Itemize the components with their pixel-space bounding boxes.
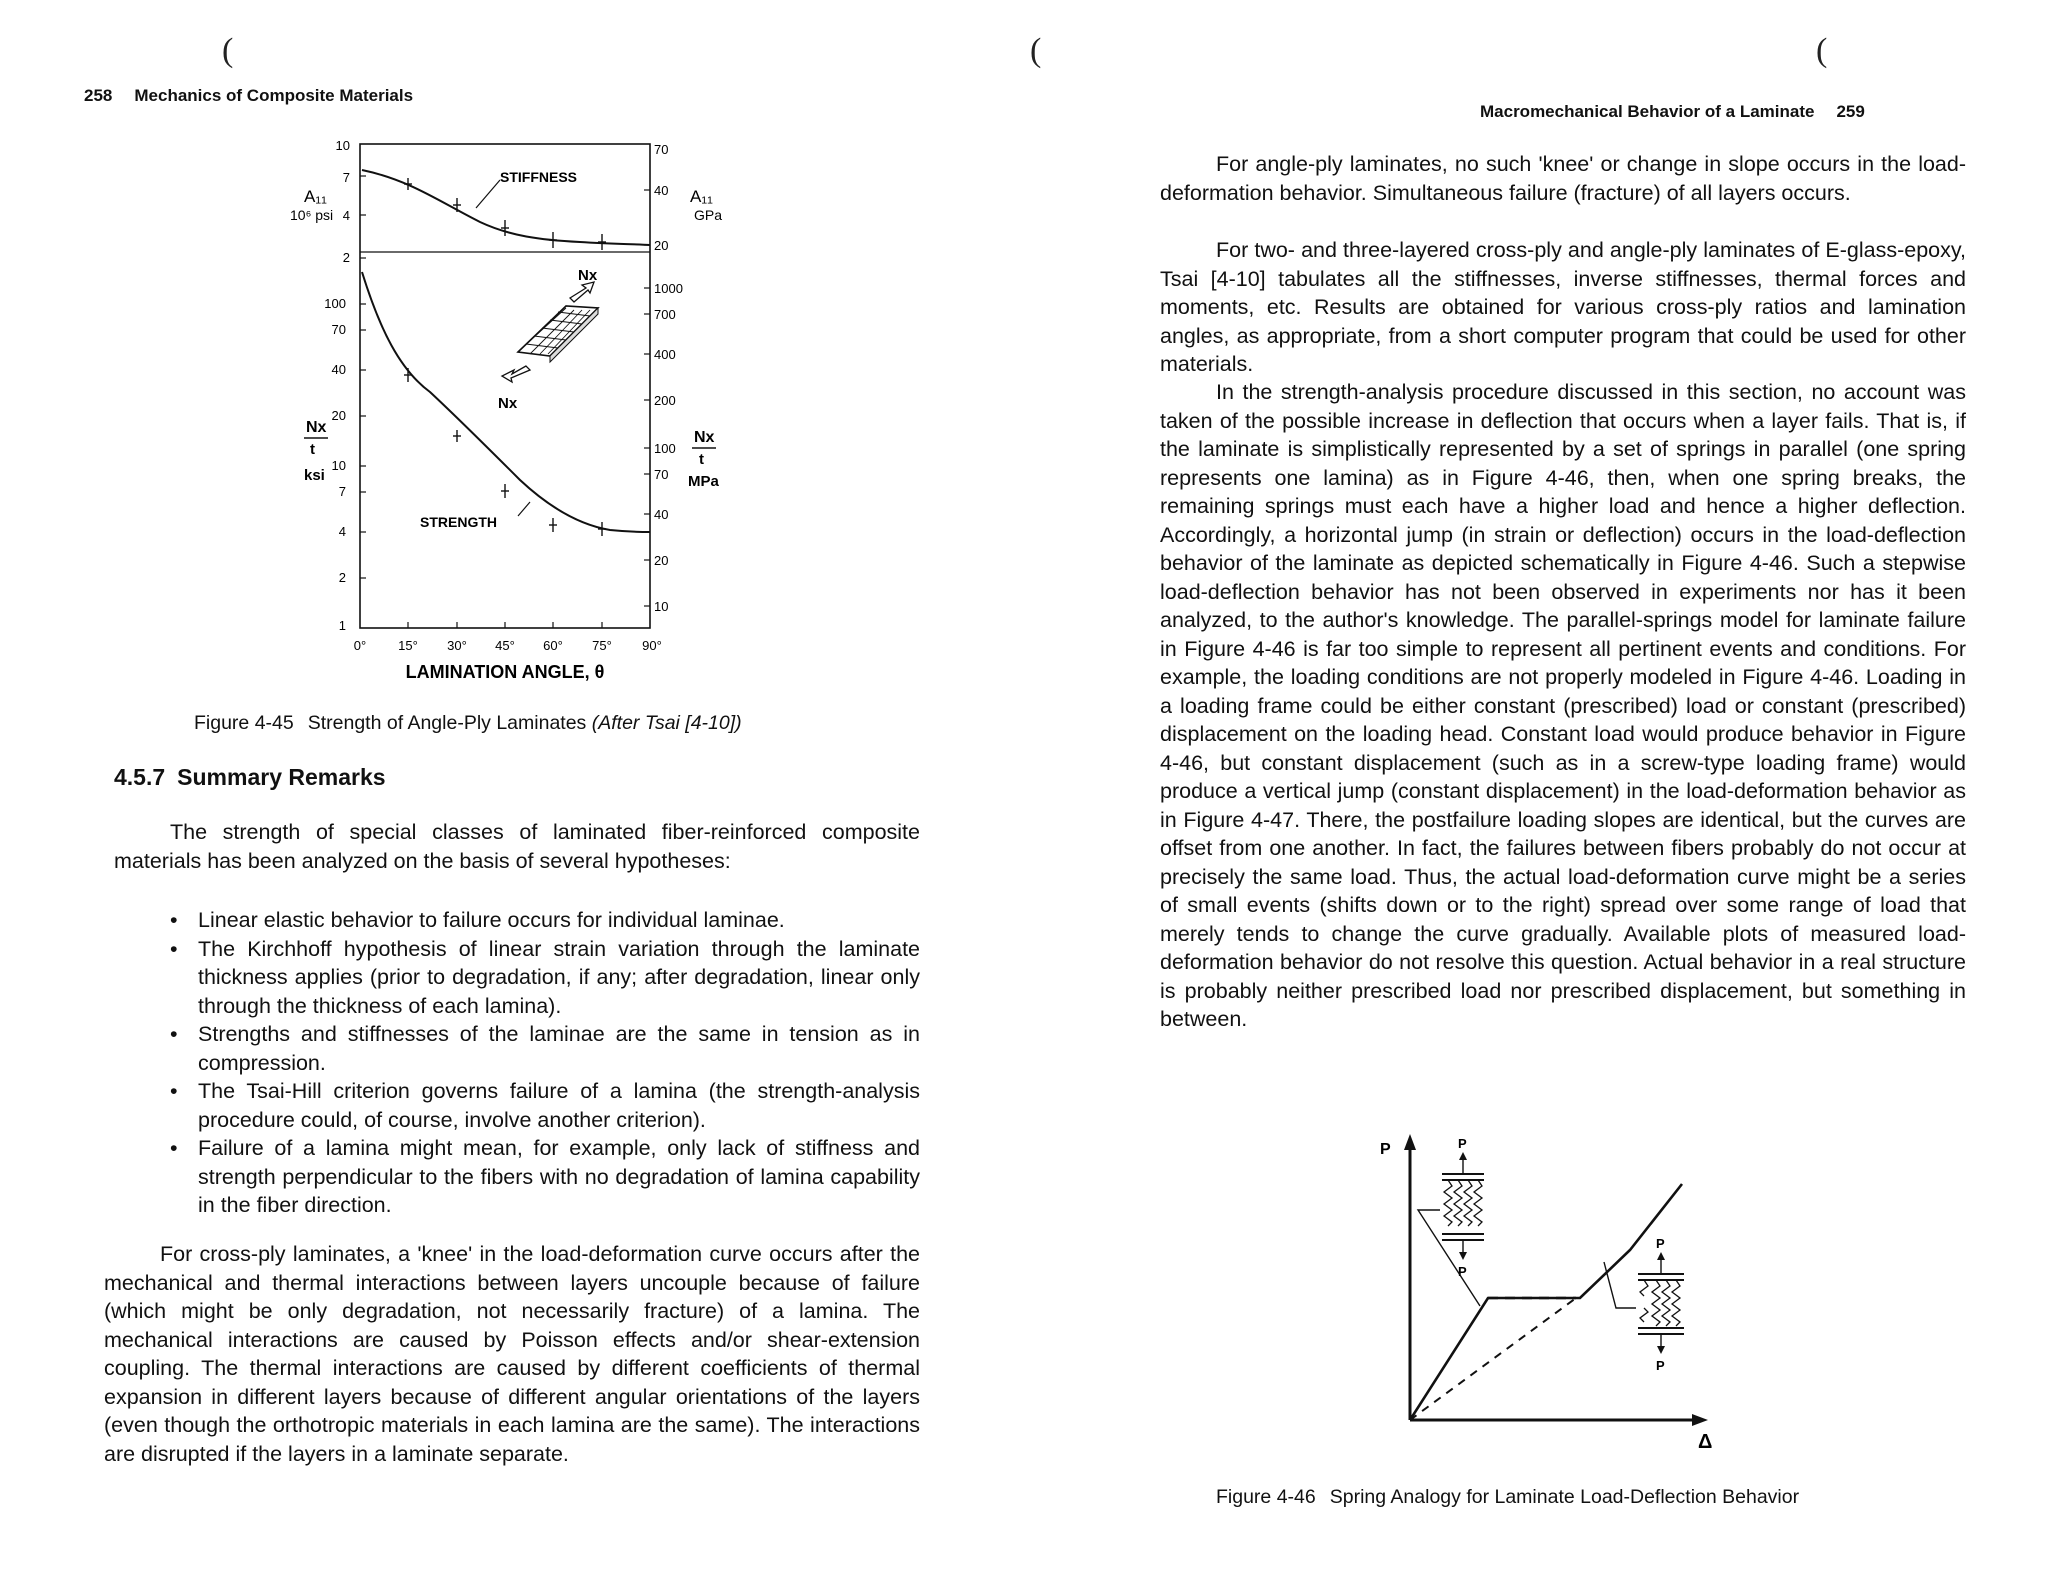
left-top-tick: 7: [342, 170, 350, 185]
left-header-title: Mechanics of Composite Materials: [134, 86, 414, 105]
intro-paragraph: The strength of special classes of laminated fiber-reinforced composite materials has been analyzed on the basis of several hypotheses:: [114, 820, 920, 873]
x-axis-label: Δ: [1698, 1431, 1713, 1453]
load-label-top: Nx: [578, 267, 598, 284]
section-heading: [114, 764, 386, 791]
right-running-header: [1480, 102, 1865, 122]
right-bottom-tick: 200: [654, 393, 676, 408]
list-item: • The Kirchhoff hypothesis of linear strain variation through the laminate thickness applies (prior to degradation, if any; after degradation, linear only through the thickness of each lamina).: [166, 935, 920, 1021]
dashed-post-failure: [1410, 1298, 1576, 1420]
strength-error-bars: [404, 368, 606, 536]
right-axis-top-label-1: A₁₁: [690, 187, 713, 206]
right-page: [1020, 0, 2048, 1582]
solid-load-curve: [1410, 1184, 1682, 1420]
section-title: Summary Remarks: [177, 764, 386, 790]
svg-text:P: P: [1458, 1264, 1467, 1279]
caption-text: Strength of Angle-Ply Laminates: [307, 712, 587, 734]
left-bottom-tick: 20: [331, 408, 346, 423]
left-bottom-tick: 100: [324, 296, 346, 311]
right-bottom-tick: 70: [654, 467, 669, 482]
list-item: • Failure of a lamina might mean, for example, only lack of stiffness and strength perpendicular to the fibers with no degradation of lamina capability in the fiber direction.: [166, 1134, 920, 1220]
right-axis-top-label-2: GPa: [694, 207, 723, 223]
right-top-tick: 40: [654, 183, 669, 198]
left-page-number: 258: [84, 86, 113, 105]
svg-text:P: P: [1458, 1136, 1467, 1151]
left-page: [0, 0, 1020, 1582]
figure-4-46-diagram: [1380, 1130, 1740, 1460]
left-running-header: [84, 86, 413, 106]
right-axis-bottom-label-3: MPa: [688, 473, 719, 490]
x-tick: 75°: [592, 638, 612, 653]
left-bottom-tick: 70: [331, 322, 346, 337]
figure-4-45-chart: [290, 130, 760, 690]
svg-text:P: P: [1656, 1358, 1665, 1373]
right-page-number: 259: [1836, 102, 1865, 121]
load-label-bottom: Nx: [498, 395, 518, 412]
left-axis-bottom-label-3: ksi: [304, 467, 325, 484]
list-item: • Linear elastic behavior to failure occurs for individual laminae.: [166, 906, 920, 935]
list-item: • Strengths and stiffnesses of the laminae are the same in tension as in compression.: [166, 1020, 920, 1077]
figure-4-46-caption: [1216, 1486, 1799, 1509]
right-top-tick: 20: [654, 238, 669, 253]
paragraph: For two- and three-layered cross-ply and angle-ply laminates of E-glass-epoxy, Tsai [4-10] tabulates all the stiffnesses, inverse stiffnesses, thermal forces and moments, etc. Results are obtained for various cross-ply ratios and lamination angles, as appropriate, from a short computer program that could be used for other materials.: [1160, 238, 1966, 376]
left-bottom-tick: 2: [338, 570, 346, 585]
left-bottom-tick: 7: [338, 484, 346, 499]
left-axis-top-label-2: 10⁶ psi: [290, 207, 334, 223]
left-top-tick: 2: [342, 250, 350, 265]
right-axis-bottom-label-1: Nx: [694, 429, 715, 446]
margin-paren: (: [1816, 32, 1828, 69]
right-bottom-tick: 20: [654, 553, 669, 568]
right-top-tick: 70: [654, 142, 669, 157]
x-tick: 60°: [543, 638, 563, 653]
right-bottom-tick: 40: [654, 507, 669, 522]
section-number: 4.5.7: [114, 764, 166, 790]
plot-frame: [360, 144, 650, 628]
list-item: • The Tsai-Hill criterion governs failure of a lamina (the strength-analysis procedure could, of course, involve another criterion).: [166, 1077, 920, 1134]
x-tick: 0°: [353, 638, 367, 653]
left-axis-bottom-label-1: Nx: [306, 419, 327, 436]
caption-number: Figure 4-46: [1216, 1486, 1316, 1508]
x-tick: 30°: [447, 638, 467, 653]
hypotheses-list: [166, 906, 920, 1220]
right-bottom-tick: 700: [654, 307, 676, 322]
x-tick: 15°: [398, 638, 418, 653]
right-bottom-tick: 400: [654, 347, 676, 362]
left-top-tick: 4: [342, 208, 350, 223]
right-bottom-tick: 100: [654, 441, 676, 456]
x-tick: 45°: [495, 638, 515, 653]
left-top-tick: 10: [335, 138, 350, 153]
svg-text:P: P: [1656, 1236, 1665, 1251]
stiffness-error-bars: [404, 178, 606, 250]
figure-4-45-caption: [194, 712, 742, 735]
x-axis-label: LAMINATION ANGLE, θ: [405, 662, 605, 682]
left-axis-bottom-label-2: t: [310, 441, 315, 458]
caption-source: (After Tsai [4-10]): [591, 712, 742, 734]
left-bottom-tick: 10: [331, 458, 346, 473]
left-bottom-tick: 1: [338, 618, 346, 633]
left-axis-top-label-1: A₁₁: [304, 187, 327, 206]
spring-set-broken: [1604, 1236, 1684, 1373]
laminate-plate-sketch: [502, 282, 598, 382]
x-tick: 90°: [642, 638, 662, 653]
spring-set-intact: [1418, 1136, 1484, 1306]
left-bottom-tick: 4: [338, 524, 346, 539]
strength-label: STRENGTH: [420, 514, 497, 530]
stiffness-label: STIFFNESS: [500, 169, 578, 185]
y-axis-label: P: [1380, 1141, 1391, 1158]
left-bottom-tick: 40: [331, 362, 346, 377]
margin-paren: (: [1030, 32, 1042, 69]
paragraph: In the strength-analysis procedure discussed in this section, no account was taken of the possible increase in deflection that occurs when a layer fails. That is, if the laminate is simplistically represented by a set of springs in parallel (one spring represents one lamina) as in Figure 4-46, then, when one spring breaks, the remaining springs must each have a higher load and hence a higher deflection. Accordingly, a horizontal jump (in strain or deflection) occurs in the load-deflection behavior of the laminate as depicted schematically in Figure 4-46. Such a stepwise load-deflection behavior has not been observed in experiments nor has it been analyzed, to the author's knowledge. The parallel-springs model for laminate failure in Figure 4-46 is far too simple to represent all pertinent events and conditions. For example, the loading conditions are not properly modeled in Figure 4-46. Loading in a loading frame could be either constant (prescribed) load or constant (prescribed) displacement on the loading head. Constant load would produce behavior in Figure 4-46, but constant displacement (such as in a screw-type loading frame) would produce a vertical jump (constant displacement) in the load-deformation behavior as in Figure 4-47. There, the postfailure loading slopes are identical, but the curves are offset from one another. In fact, the failures between fibers probably do not occur at precisely the same load. Thus, the actual load-deformation curve might be a series of small events (shifts down or to the right) spread over some range of load that merely tends to change the curve gradually. Available plots of measured load-deformation behavior do not resolve this question. Actual behavior in a real structure is probably neither prescribed load nor prescribed displacement, but something in between.: [1160, 380, 1966, 1031]
right-header-title: Macromechanical Behavior of a Laminate: [1480, 102, 1815, 121]
closing-paragraph: For cross-ply laminates, a 'knee' in the load-deformation curve occurs after the mechanical and thermal interactions between layers uncouple because of failure (which might be only degradation, not necessarily fracture) of a lamina. The mechanical interactions are caused by Poisson effects and/or shear-extension coupling. The thermal interactions are caused by different coefficients of thermal expansion in different layers because of different angular orientations of the layers (even though the orthotropic materials in each lamina are the same). The interactions are disrupted if the layers in a laminate separate.: [104, 1242, 920, 1466]
paragraph: For angle-ply laminates, no such 'knee' or change in slope occurs in the load-deformation behavior. Simultaneous failure (fracture) of all layers occurs.: [1160, 152, 1966, 205]
margin-paren: (: [222, 32, 234, 69]
right-bottom-tick: 10: [654, 599, 669, 614]
right-bottom-tick: 1000: [654, 281, 683, 296]
caption-text: Spring Analogy for Laminate Load-Deflection Behavior: [1329, 1486, 1800, 1508]
right-axis-bottom-label-2: t: [699, 451, 704, 468]
caption-number: Figure 4-45: [194, 712, 294, 734]
